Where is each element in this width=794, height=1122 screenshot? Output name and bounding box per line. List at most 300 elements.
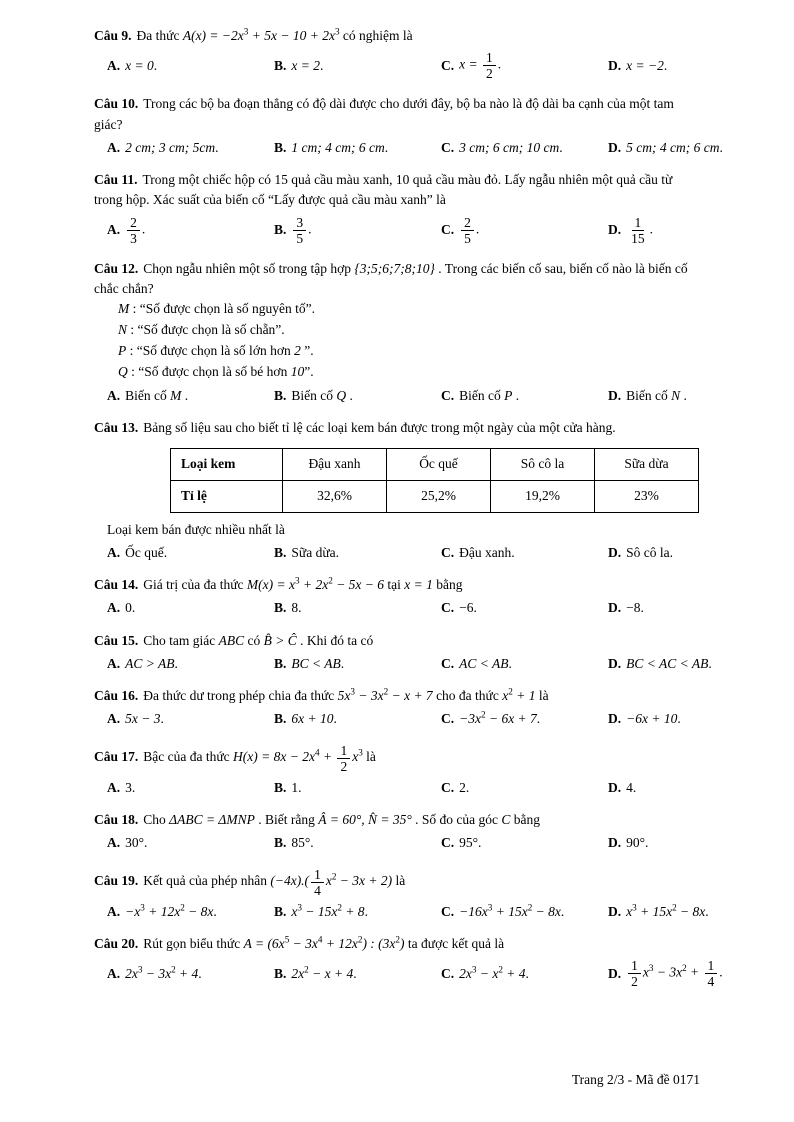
math-text: + (686, 965, 703, 981)
question-body: Giá trị của đa thức $M(x) = x^3 + 2x^2 - 5x - 6$ tại x = 1 bằng (143, 575, 463, 593)
option-d (608, 598, 700, 618)
fraction-denominator: 4 (707, 974, 715, 990)
option-text: 6x + 10. (291, 711, 337, 727)
option-label: D. (608, 139, 622, 155)
option-b (274, 543, 441, 563)
option-c (441, 49, 608, 82)
option-label: C. (441, 544, 455, 560)
option-d (608, 214, 700, 247)
question-body: Bậc của đa thức $H(x) = 8x - 2x^4$ + $\frac{1}{2}$ $x^3$ là (143, 742, 376, 774)
math-text: BC < AB (291, 655, 341, 671)
table-cell: Ốc quế (387, 448, 491, 480)
fraction (483, 50, 496, 81)
table-row (171, 448, 699, 480)
question-label: Câu 20. (94, 936, 139, 952)
option-label: C. (441, 779, 455, 795)
option-label: D. (608, 57, 622, 73)
fraction-denominator: 4 (314, 882, 321, 898)
option-c (441, 543, 608, 563)
option-text: $2x^3 - 3x^2 + 4$. (125, 964, 202, 981)
option-text: 0. (125, 600, 136, 616)
math-text: 5x (337, 688, 351, 704)
math-text: C (501, 812, 511, 828)
option-label: D. (608, 779, 622, 795)
exponent: 3 (358, 747, 363, 758)
exponent: 3 (295, 575, 300, 586)
option-text: Sữa dừa. (291, 544, 340, 560)
option-label: A. (107, 600, 121, 616)
table-cell: Sữa dừa (595, 448, 699, 480)
option-text: x = 0. (125, 57, 158, 73)
math-text: AC > AB (125, 655, 175, 671)
fraction-denominator: 2 (340, 758, 348, 774)
option-label: A. (107, 779, 121, 795)
option-text: AC < AB. (459, 655, 512, 671)
option-text: 2 cm; 3 cm; 5cm. (125, 139, 219, 155)
options-row (107, 214, 700, 247)
option-b (274, 833, 441, 853)
exponent: 2 (480, 709, 486, 720)
fraction (337, 743, 350, 774)
option-a (107, 654, 274, 674)
option-text: x = $\frac{1}{2}$ . (459, 50, 502, 82)
option-label: B. (274, 711, 287, 727)
option-d (608, 833, 700, 853)
math-text: P (118, 343, 127, 359)
option-text: Biến cố Q . (291, 388, 353, 404)
math-text: BC < AC < AB (626, 655, 709, 671)
math-text: − 3x + 2) (336, 873, 393, 889)
option-text: 3. (125, 779, 136, 795)
exponent: 2 (498, 964, 503, 975)
fraction-numerator: 2 (461, 215, 474, 231)
option-label: D. (608, 835, 622, 851)
option-label: C. (441, 711, 455, 727)
option-label: C. (441, 57, 455, 73)
question-text (94, 686, 700, 706)
option-text: $-16x^3 + 15x^2 - 8x$. (459, 902, 565, 919)
option-text: 85°. (291, 835, 314, 851)
math-text: ) : (3x (362, 936, 396, 952)
math-text: M (118, 301, 130, 317)
table-cell: Đậu xanh (283, 448, 387, 480)
option-d (608, 654, 712, 674)
question-text (94, 631, 700, 651)
math-text: x = 1 (404, 577, 433, 593)
option-text: BC < AB. (291, 655, 345, 671)
option-text: $-3x^2 - 6x + 7$. (459, 709, 541, 727)
math-text: − 6x + 7 (485, 711, 537, 727)
math-text: − 8x (532, 903, 561, 919)
fraction (293, 215, 306, 246)
exponent: 2 (180, 902, 185, 913)
math-text: x (502, 688, 509, 704)
option-text: 5x − 3. (125, 711, 164, 727)
fraction-numerator: 1 (705, 958, 718, 974)
math-text: + 2x (299, 577, 329, 593)
option-label: B. (274, 388, 287, 404)
math-text: x = −2 (626, 57, 664, 73)
option-text: 95°. (459, 835, 482, 851)
math-text: −6x + 10 (626, 711, 678, 727)
option-text: 4. (626, 779, 637, 795)
math-text: N (671, 388, 681, 404)
option-text: $\frac{1}{15}$ . (626, 214, 653, 247)
option-b (274, 138, 441, 158)
math-text: + (319, 749, 336, 765)
question-body: Kết quả của phép nhân (−4x).( $\frac{1}{4}$ $x^2 - 3x + 2$) là (143, 866, 406, 898)
option-a (107, 709, 274, 729)
math-text: − 15x (301, 903, 338, 919)
table-cell: Sô cô la (491, 448, 595, 480)
statement: N : “Số được chọn là số chẵn”. (118, 322, 285, 338)
math-text: B̂ > Ĉ (263, 632, 297, 648)
question-body: Bảng số liệu sau cho biết tỉ lệ các loại kem bán được trong một ngày của một cửa hàng. (143, 420, 616, 436)
math-text: 5 cm; 4 cm; 6 cm (626, 139, 720, 155)
math-text: A(x) = −2x (182, 28, 244, 43)
question-14 (94, 575, 700, 619)
option-text: $\frac{3}{5}$ . (291, 214, 311, 247)
option-label: D. (608, 903, 622, 919)
math-text: x = 0 (125, 57, 154, 73)
exponent: 2 (395, 934, 401, 945)
option-label: D. (608, 655, 622, 671)
math-text: −3x (459, 711, 481, 727)
option-label: D. (608, 222, 622, 238)
option-label: B. (274, 835, 287, 851)
options-row (107, 543, 700, 563)
option-label: C. (441, 388, 455, 404)
question-text (94, 26, 700, 46)
math-text: − 8x (184, 903, 214, 919)
statement: M : “Số được chọn là số nguyên tố”. (118, 301, 316, 317)
option-text: Biến cố N . (626, 388, 687, 404)
option-text: x = −2. (626, 57, 668, 73)
option-text: 90°. (626, 835, 649, 851)
option-text: $\frac{1}{2}$ $x^3 - 3x^2$ + $\frac{1}{4}$ . (626, 957, 723, 990)
option-d (608, 543, 700, 563)
option-label: B. (274, 903, 287, 919)
exponent: 3 (140, 902, 145, 913)
option-c (441, 654, 608, 674)
question-text (94, 810, 700, 830)
fraction-numerator: 1 (628, 958, 641, 974)
fraction-numerator: 1 (632, 215, 645, 231)
fraction (628, 215, 648, 246)
table-row (171, 480, 699, 512)
option-label: D. (608, 544, 622, 560)
option-text: $2x^3 - x^2 + 4$. (459, 964, 529, 981)
exponent: 5 (284, 934, 290, 945)
option-b (274, 56, 441, 76)
fraction-denominator: 2 (631, 974, 638, 990)
option-a (107, 902, 274, 922)
table-cell: Loại kem (171, 448, 283, 480)
math-text: + 12x (322, 936, 358, 952)
math-text: − x (476, 965, 499, 981)
options-row (107, 833, 700, 853)
math-text: − x + 4 (308, 965, 354, 981)
option-label: B. (274, 600, 287, 616)
exponent: 2 (328, 575, 333, 586)
exponent: 2 (171, 964, 176, 975)
option-label: A. (107, 57, 121, 73)
fraction-numerator: 3 (293, 215, 306, 231)
fraction-numerator: 1 (483, 50, 496, 66)
math-text: x (642, 965, 649, 981)
table-cell: 23% (595, 480, 699, 512)
math-text: {3;5;6;7;8;10} (354, 260, 435, 276)
math-text: 10 (290, 364, 305, 380)
question-19 (94, 866, 709, 922)
math-text: (−4x).( (270, 873, 310, 889)
exponent: 3 (471, 964, 477, 975)
fraction (311, 867, 324, 898)
question-text (94, 575, 700, 595)
option-d (608, 957, 723, 990)
option-a (107, 964, 274, 984)
option-c (441, 709, 608, 729)
option-label: A. (107, 655, 121, 671)
option-label: D. (608, 711, 622, 727)
math-text: A = (6x (243, 936, 285, 952)
option-label: B. (274, 544, 287, 560)
math-text: + 8 (341, 903, 365, 919)
math-text: M(x) = x (246, 577, 296, 593)
exponent: 2 (304, 964, 309, 975)
math-text: Q (118, 364, 128, 380)
option-text: Ốc quế. (125, 544, 168, 560)
exponent: 2 (508, 686, 513, 697)
option-text: −6x + 10. (626, 711, 681, 727)
math-text: 5x − 3 (125, 711, 161, 727)
math-text: + 15x (492, 903, 528, 919)
exponent: 2 (383, 686, 389, 697)
option-text: Đậu xanh. (459, 544, 515, 560)
fraction (628, 958, 641, 989)
question-label: Câu 12. (94, 260, 139, 276)
options-row (107, 654, 712, 674)
option-label: A. (107, 388, 121, 404)
option-text: $\frac{2}{5}$ . (459, 214, 479, 247)
question-body: Trong các bộ ba đoạn thẳng có độ dài được cho dưới đây, bộ ba nào là độ dài ba cạnh của một tam giác? (94, 96, 674, 132)
option-text: 1. (291, 779, 302, 795)
question-text (94, 259, 700, 300)
option-text: Biến cố P . (459, 388, 520, 404)
option-b (274, 214, 441, 247)
option-a (107, 138, 274, 158)
option-label: C. (441, 655, 455, 671)
exponent: 3 (137, 964, 143, 975)
fraction-denominator: 5 (464, 230, 471, 246)
exponent: 2 (357, 934, 363, 945)
math-text: + 12x (144, 903, 181, 919)
math-text: − 3x (355, 688, 384, 704)
math-text: 2 cm; 3 cm; 5cm (125, 139, 216, 155)
math-text: + 1 (512, 688, 536, 704)
option-b (274, 964, 441, 984)
option-text: 8. (291, 600, 302, 616)
question-text (94, 418, 700, 438)
table-cell: 19,2% (491, 480, 595, 512)
option-d (608, 56, 700, 76)
option-a (107, 543, 274, 563)
option-label: B. (274, 139, 287, 155)
math-text: ABC (218, 632, 245, 648)
math-text: 3 cm; 6 cm; 10 cm (459, 139, 560, 155)
option-label: D. (608, 965, 622, 981)
option-text: $\frac{2}{3}$ . (125, 214, 145, 247)
options-row (107, 49, 700, 82)
math-text: x (352, 749, 359, 765)
event-statements (118, 299, 700, 383)
question-body: Cho ΔABC = ΔMNP . Biết rằng Â = 60°, N̂ = 35° . Số đo của góc C bằng (143, 812, 541, 828)
question-20 (94, 934, 723, 990)
option-d (608, 709, 700, 729)
question-text (94, 934, 700, 954)
option-b (274, 902, 441, 922)
question-text (94, 742, 700, 775)
math-text: AC < AB (459, 655, 509, 671)
fraction (705, 958, 718, 989)
option-c (441, 138, 608, 158)
question-9 (94, 26, 700, 82)
option-label: A. (107, 222, 121, 238)
option-label: B. (274, 222, 287, 238)
option-d (608, 902, 709, 922)
option-a (107, 833, 274, 853)
exponent: 2 (527, 902, 533, 913)
option-b (274, 386, 441, 406)
math-text: − 3x (289, 936, 318, 952)
math-text: − 8x (676, 903, 706, 919)
question-label: Câu 14. (94, 577, 139, 593)
ice-cream-ratio-table (170, 448, 699, 513)
exponent: 3 (297, 902, 302, 913)
question-body: Trong một chiếc hộp có 15 quả cầu màu xanh, 10 quả cầu màu đỏ. Lấy ngẫu nhiên một quả cầu từ trong hộp. Xác suất của biến cố “Lấy được quả cầu màu xanh” là (94, 172, 673, 208)
math-text: − 3x (142, 965, 172, 981)
options-row (107, 957, 723, 990)
option-label: A. (107, 139, 121, 155)
option-label: B. (274, 655, 287, 671)
option-text: 5 cm; 4 cm; 6 cm. (626, 139, 723, 155)
math-text: ΔABC = ΔMNP (169, 812, 255, 828)
table-cell: Tỉ lệ (171, 480, 283, 512)
options-row (107, 598, 700, 618)
math-text: x (325, 873, 332, 889)
table-cell: 25,2% (387, 480, 491, 512)
option-c (441, 386, 608, 406)
option-label: C. (441, 835, 455, 851)
option-label: B. (274, 779, 287, 795)
math-text: − 3x (653, 965, 683, 981)
option-text: Sô cô la. (626, 544, 673, 560)
math-text: 2x (125, 965, 138, 981)
statement: Q : “Số được chọn là số bé hơn 10”. (118, 364, 314, 380)
question-body: Đa thức $A(x) = -2x^3 + 5x - 10 + 2x^3$ có nghiệm là (136, 26, 413, 43)
option-label: A. (107, 903, 121, 919)
question-label: Câu 18. (94, 812, 139, 828)
question-12 (94, 259, 700, 406)
option-c (441, 214, 608, 247)
option-label: D. (608, 600, 622, 616)
math-text: P (504, 388, 513, 404)
question-label: Câu 16. (94, 688, 139, 704)
statement: P : “Số được chọn là số lớn hơn 2 ”. (118, 343, 314, 359)
exponent: 3 (648, 963, 654, 974)
option-label: A. (107, 544, 121, 560)
option-label: D. (608, 388, 622, 404)
question-label: Câu 13. (94, 420, 139, 436)
math-text: 1 cm; 4 cm; 6 cm (291, 139, 385, 155)
option-label: C. (441, 903, 455, 919)
math-text: − 5x − 6 (332, 577, 385, 593)
question-label: Câu 17. (94, 749, 139, 765)
options-row (107, 778, 700, 798)
fraction (127, 215, 140, 246)
math-text: 2x (459, 965, 472, 981)
option-label: C. (441, 600, 455, 616)
math-text: −x (125, 903, 141, 919)
question-body: Chọn ngẫu nhiên một số trong tập hợp {3;5;6;7;8;10} . Trong các biến cố sau, biến cố nào là biến cố chắc chắn? (94, 260, 688, 297)
option-label: A. (107, 965, 121, 981)
page-footer: Trang 2/3 - Mã đề 0171 (571, 1072, 700, 1088)
option-label: C. (441, 965, 455, 981)
question-label: Câu 9. (94, 28, 132, 43)
question-text (94, 866, 700, 899)
exponent: 3 (350, 686, 356, 697)
math-text: −16x (459, 903, 488, 919)
math-text: 6x + 10 (291, 711, 334, 727)
option-c (441, 598, 608, 618)
question-label: Câu 15. (94, 632, 139, 648)
exponent: 2 (331, 871, 337, 882)
question-18 (94, 810, 700, 854)
option-a (107, 778, 274, 798)
option-label: B. (274, 965, 287, 981)
options-row (107, 138, 723, 158)
exponent: 4 (317, 934, 323, 945)
option-label: A. (107, 711, 121, 727)
option-text: x = 2. (291, 57, 324, 73)
options-row (107, 902, 709, 922)
option-d (608, 138, 723, 158)
question-body: Cho tam giác ABC có B̂ > Ĉ . Khi đó ta có (143, 632, 374, 648)
option-b (274, 654, 441, 674)
math-text: + 4 (502, 965, 526, 981)
math-text: H(x) = 8x − 2x (233, 749, 315, 765)
option-a (107, 598, 274, 618)
math-text: N (118, 322, 128, 338)
exponent: 3 (487, 902, 493, 913)
question-13 (94, 418, 700, 563)
option-b (274, 778, 441, 798)
option-text: −6. (459, 600, 477, 616)
exponent: 3 (632, 902, 637, 913)
math-text: x (626, 903, 633, 919)
option-c (441, 964, 608, 984)
question-17 (94, 742, 700, 798)
options-row (107, 386, 700, 406)
option-d (608, 386, 700, 406)
exponent: 2 (672, 902, 677, 913)
fraction-denominator: 15 (631, 230, 645, 246)
table-cell: 32,6% (283, 480, 387, 512)
option-text: $2x^2 - x + 4$. (291, 964, 357, 981)
math-text: + 4 (175, 965, 199, 981)
math-text: 2 (294, 343, 301, 359)
option-text: $x^3 - 15x^2 + 8$. (291, 902, 368, 919)
